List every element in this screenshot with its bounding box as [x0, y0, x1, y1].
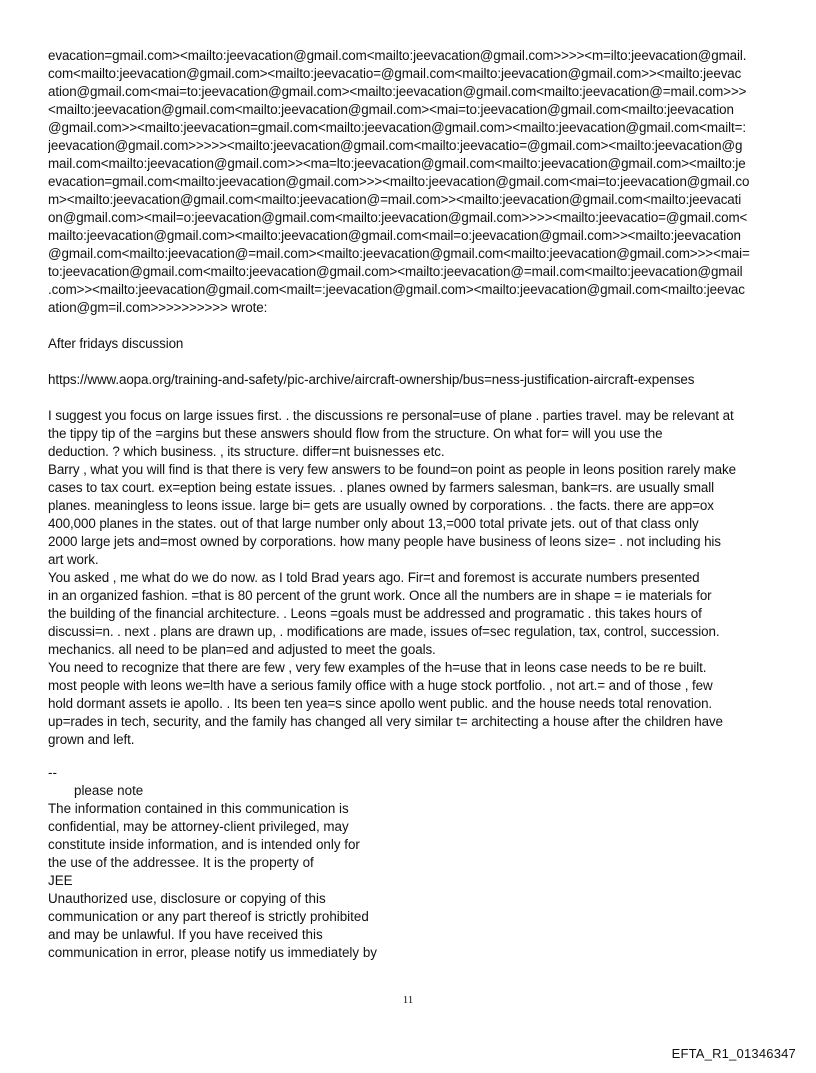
quoted-header-line: mailto:jeevacation@gmail.com><mailto:jeevacation@gmail.com<mail=o:jeevacation@gmail.com>><mailto:jeevacation [48, 228, 741, 243]
disclaimer-line: communication or any part thereof is strictly prohibited [48, 909, 369, 924]
message-line: You need to recognize that there are few , very few examples of the h=use that in leons case needs to be re built. [48, 660, 707, 675]
email-body [48, 47, 770, 749]
disclaimer-line: constitute inside information, and is intended only for [48, 837, 360, 852]
disclaimer-line: Unauthorized use, disclosure or copying of this [48, 891, 326, 906]
message-line: hold dormant assets ie apollo. . Its been ten yea=s since apollo went public. and the house needs total renovation. [48, 696, 713, 711]
disclaimer-line: confidential, may be attorney-client privileged, may [48, 819, 349, 834]
message-line: Barry , what you will find is that there is very few answers to be found=on point as people in leons position rarely make [48, 462, 736, 477]
document-id: EFTA_R1_01346347 [671, 1046, 796, 1061]
quoted-header-line: @gmail.com>><mailto:jeevacation=gmail.com<mailto:jeevacation@gmail.com><mailto:jeevacation@gmail.com<mailt=: [48, 120, 746, 135]
message-line: up=rades in tech, security, and the family has changed all very similar t= architecting a house after the children have [48, 714, 723, 729]
quoted-header-line: com<mailto:jeevacation@gmail.com><mailto:jeevacatio=@gmail.com<mailto:jeevacation@gmail.com>><mailto:jeevac [48, 66, 742, 81]
spacer [48, 353, 770, 371]
message-line: in an organized fashion. =that is 80 percent of the grunt work. Once all the numbers are in shape = ie materials for [48, 588, 712, 603]
spacer [48, 389, 770, 407]
quoted-header-line: to:jeevacation@gmail.com<mailto:jeevacation@gmail.com><mailto:jeevacation@=mail.com<mailto:jeevacation@gmail [48, 264, 743, 279]
quoted-header-line: ation@gm=il.com>>>>>>>>>> wrote: [48, 300, 268, 315]
message-line: deduction. ? which business. , its structure. differ=nt buisnesses etc. [48, 444, 445, 459]
quoted-header-line: @gmail.com<mailto:jeevacation@=mail.com><mailto:jeevacation@gmail.com<mailto:jeevacation@gmail.com>>><mai= [48, 246, 750, 261]
message-line: 2000 large jets and=most owned by corporations. how many people have business of leons size= . not including his [48, 534, 721, 549]
opening-line: After fridays discussion [48, 336, 184, 351]
message-paragraphs [48, 407, 770, 749]
message-line: the building of the financial architecture. . Leons =goals must be addressed and programatic . this takes hours of [48, 606, 702, 621]
spacer [48, 317, 770, 335]
message-line: I suggest you focus on large issues first. . the discussions re personal=use of plane . parties travel. may be relevant at [48, 408, 734, 423]
message-line: cases to tax court. ex=eption being estate issues. . planes owned by farmers salesman, bank=rs. are usually small [48, 480, 715, 495]
disclaimer-line: The information contained in this communication is [48, 801, 349, 816]
message-line: most people with leons we=lth have a serious family office with a huge stock portfolio. , not art.= and of those , few [48, 678, 713, 693]
quoted-header-line: .com>><mailto:jeevacation@gmail.com<mailt=:jeevacation@gmail.com><mailto:jeevacation@gmail.com<mailto:jeevac [48, 282, 745, 297]
disclaimer-line: and may be unlawful. If you have received this [48, 927, 323, 942]
message-line: art work. [48, 552, 99, 567]
message-line: 400,000 planes in the states. out of that large number only about 13,=000 total private jets. out of that class only [48, 516, 699, 531]
article-link[interactable]: https://www.aopa.org/training-and-safety/pic-archive/aircraft-ownership/bus=ness-justification-aircraft-expenses [48, 372, 695, 387]
page-number: 11 [402, 994, 414, 1006]
quoted-header-line: evacation=gmail.com><mailto:jeevacation@gmail.com<mailto:jeevacation@gmail.com>>>><m=ilto:jeevacation@gmail. [48, 48, 747, 63]
quoted-header-line: jeevacation@gmail.com>>>>><mailto:jeevacation@gmail.com<mailto:jeevacatio=@gmail.com><mailto:jeevacation@g [48, 138, 743, 153]
message-line: mechanics. all need to be plan=ed and adjusted to meet the goals. [48, 642, 436, 657]
quoted-header-line: <mailto:jeevacation@gmail.com<mailto:jeevacation@gmail.com><mai=to:jeevacation@gmail.com<mailto:jeevacation [48, 102, 734, 117]
message-line: planes. meaningless to leons issue. large bi= gets are usually owned by corporations. . the facts. there are app=ox [48, 498, 714, 513]
message-line: You asked , me what do we do now. as I told Brad years ago. Fir=t and foremost is accurate numbers presented [48, 570, 700, 585]
signature-separator: -- [48, 765, 57, 780]
disclaimer-line: communication in error, please notify us immediately by [48, 945, 377, 960]
disclaimer-line: the use of the addressee. It is the property of [48, 855, 314, 870]
quoted-header-line: on@gmail.com><mail=o:jeevacation@gmail.com<mailto:jeevacation@gmail.com>>>><mailto:jeevacatio=@gmail.com< [48, 210, 748, 225]
quoted-header-line: mail.com<mailto:jeevacation@gmail.com>><ma=lto:jeevacation@gmail.com<mailto:jeevacation@gmail.com><mailto:je [48, 156, 746, 171]
disclaimer-line: JEE [48, 873, 73, 888]
message-line: grown and left. [48, 732, 135, 747]
email-signature [48, 764, 408, 962]
quoted-header-line: evacation=gmail.com<mailto:jeevacation@gmail.com>>><mailto:jeevacation@gmail.com<mai=to:jeevacation@gmail.co [48, 174, 750, 189]
message-line: discussi=n. . next . plans are drawn up, . modifications are made, issues of=sec regulation, tax, control, succession. [48, 624, 720, 639]
quoted-header-line: ation@gmail.com<mai=to:jeevacation@gmail.com><mailto:jeevacation@gmail.com<mailto:jeevacation@=mail.com>>> [48, 84, 747, 99]
signature-note-heading: please note [74, 783, 144, 798]
quoted-header-line: m><mailto:jeevacation@gmail.com<mailto:jeevacation@=mail.com>><mailto:jeevacation@gmail.com<mailto:jeevacati [48, 192, 742, 207]
quoted-header [48, 47, 770, 317]
message-line: the tippy tip of the =argins but these answers should flow from the structure. On what for= will you use the [48, 426, 663, 441]
